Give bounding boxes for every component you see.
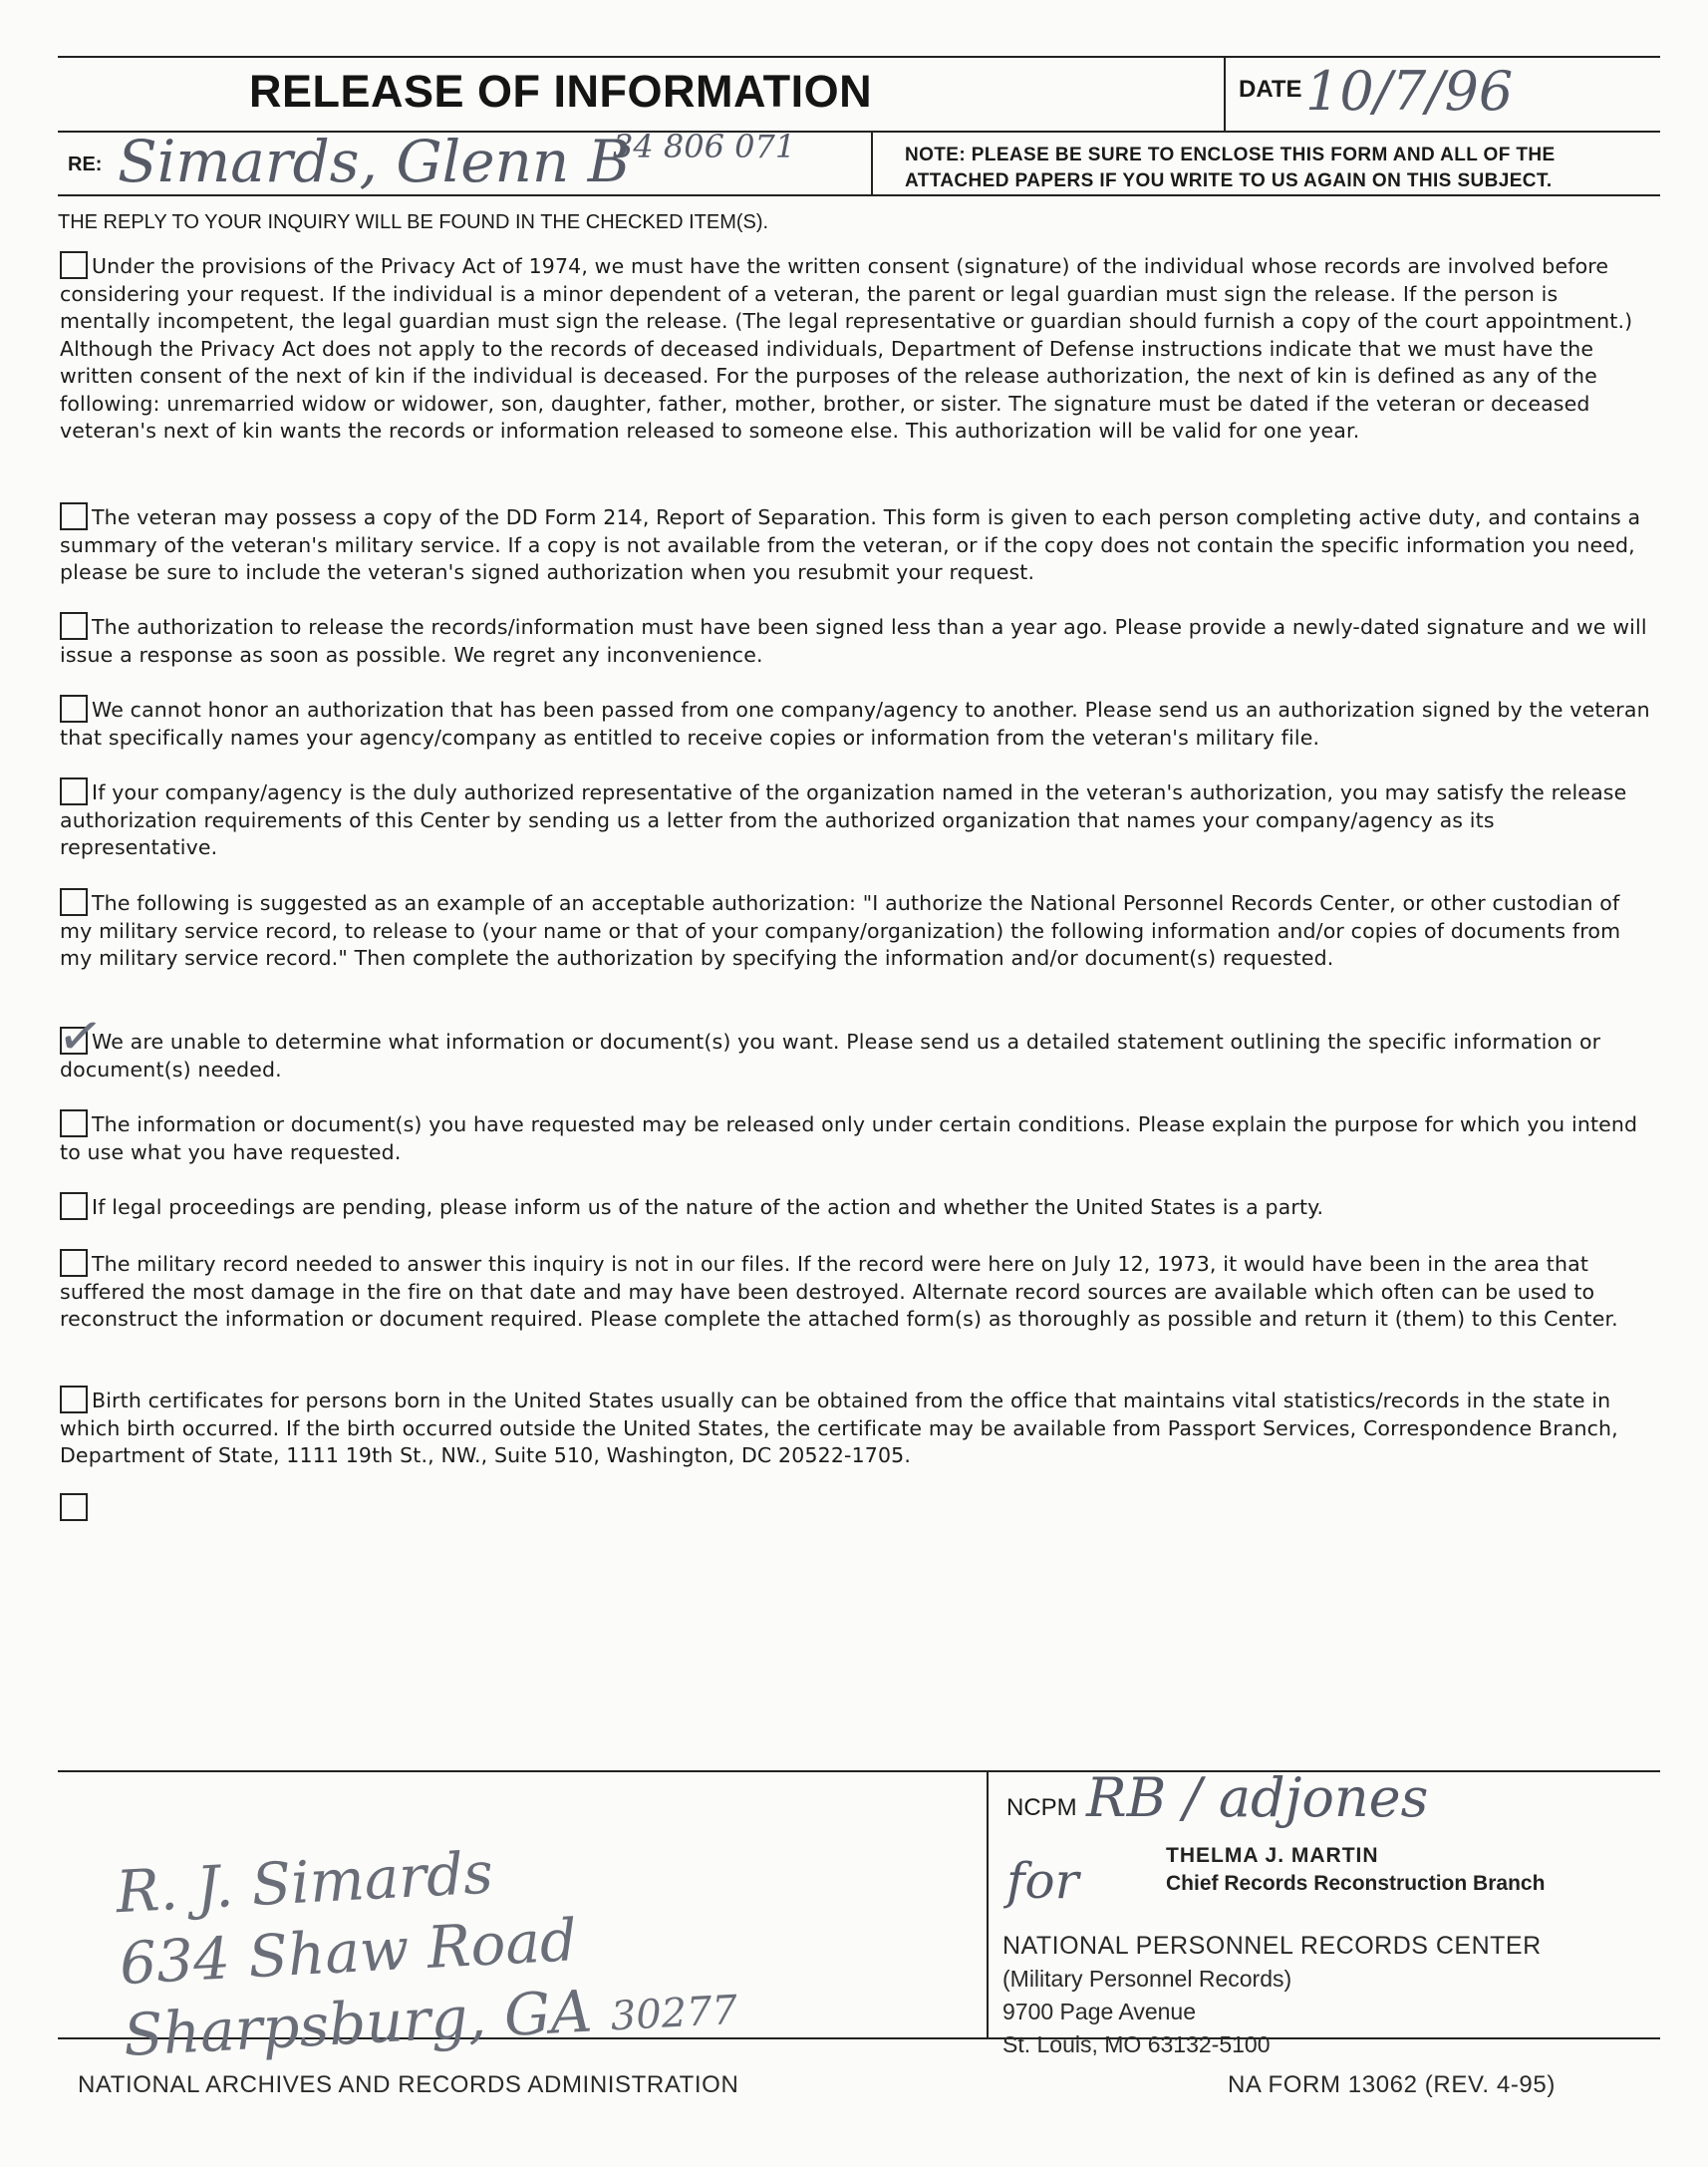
date-label: DATE (1239, 76, 1302, 103)
item-checkbox[interactable] (60, 888, 88, 916)
item-checkbox[interactable] (60, 612, 88, 640)
return-address (115, 1824, 739, 2078)
note-divider (871, 133, 873, 194)
signature-divider (987, 1770, 989, 2037)
for-signature: for (1006, 1852, 1079, 1910)
center-address (1002, 1930, 1542, 2061)
item-checkbox[interactable] (60, 1493, 88, 1521)
stamp-title: Chief Records Reconstruction Branch (1166, 1872, 1546, 1895)
item-text: We cannot honor an authorization that has been passed from one company/agency to another. Please send us an authorization signed by the veteran that specifically names your agency/company as entitled to receive copies or information from the veteran's military file. (60, 698, 1650, 750)
official-stamp (1166, 1842, 1545, 1898)
item-checkbox[interactable] (60, 1249, 88, 1277)
item-dd214 (60, 502, 1654, 587)
return-address-city: Sharpsburg, GA (122, 1977, 594, 2069)
item-birth-certificates (60, 1386, 1654, 1470)
date-divider (1224, 58, 1226, 132)
form-title: RELEASE OF INFORMATION (249, 66, 873, 117)
item-text: The veteran may possess a copy of the DD Form 214, Report of Separation. This form is given to each person completing active duty, and contains a summary of the veteran's military service. If a copy is not available from the veteran, or if the copy does not contain the specific information you need, please be sure to include the veteran's signed authorization when you resubmit your request. (60, 505, 1641, 584)
item-authorization-expired (60, 612, 1654, 669)
note-text: NOTE: PLEASE BE SURE TO ENCLOSE THIS FORM AND ALL OF THE ATTACHED PAPERS IF YOU WRITE TO US AGAIN ON THIS SUBJECT. (905, 145, 1556, 191)
item-text: The authorization to release the records/information must have been signed less than a year ago. Please provide a newly-dated signature and we will issue a response as soon as possible. We regret any inconvenience. (60, 615, 1647, 667)
item-representative (60, 777, 1654, 862)
top-rule (58, 56, 1660, 58)
item-checkbox[interactable] (60, 695, 88, 723)
center-name: NATIONAL PERSONNEL RECORDS CENTER (1002, 1932, 1542, 1960)
item-text: Birth certificates for persons born in the United States usually can be obtained from the office that maintains vital statistics/records in the state in which birth occurred. If the birth occurred outside the United States, the certificate may be available from Passport Services, Correspondence Branch, Department of State, 1111 19th St., NW., Suite 510, Washington, DC 20522-1705. (60, 1389, 1618, 1467)
footer-form-id: NA FORM 13062 (REV. 4-95) (1228, 2071, 1556, 2098)
item-checkbox[interactable] (60, 777, 88, 805)
center-sub: (Military Personnel Records) (1002, 1966, 1292, 1992)
item-text: If legal proceedings are pending, please inform us of the nature of the action and whether the United States is a party. (92, 1195, 1324, 1219)
footer-agency: NATIONAL ARCHIVES AND RECORDS ADMINISTRATION (78, 2071, 739, 2098)
re-label: RE: (68, 154, 103, 175)
item-text: Under the provisions of the Privacy Act of 1974, we must have the written consent (signature) of the individual whose records are involved before considering your request. If the individual is a minor dependent of a veteran, the parent or legal guardian must sign the release. If the person is mentally incompetent, the legal guardian must sign the release. (The legal representative or guardian should furnish a copy of the court appointment.) Although the Privacy Act does not apply to the records of deceased individuals, Department of Defense instructions indicate that we must have the written consent of the next of kin if the individual is deceased. For the purposes of the release authorization, the next of kin is defined as any of the following: unremarried widow or widower, son, daughter, father, mother, brother, or sister. The signature must be dated if the veteran or deceased veteran's next of kin wants the records or information released to someone else. This authorization will be valid for one year. (60, 254, 1633, 443)
date-value: 10/7/96 (1305, 60, 1514, 123)
ncpm-initials: RB / adjones (1086, 1766, 1429, 1829)
item-unable-to-determine (60, 1027, 1654, 1084)
item-legal-proceedings (60, 1192, 1654, 1222)
item-blank (60, 1493, 1654, 1523)
return-address-zip: 30277 (609, 1987, 739, 2040)
re-service-number: 34 806 071 (613, 128, 796, 165)
reply-intro: THE REPLY TO YOUR INQUIRY WILL BE FOUND IN THE CHECKED ITEM(S). (58, 211, 769, 233)
center-city: St. Louis, MO 63132-5100 (1002, 2031, 1271, 2057)
item-text: If your company/agency is the duly authorized representative of the organization named in the veteran's authorization, you may satisfy the release authorization requirements of this Center by sending us a letter from the authorized organization that names your company/agency as its representative. (60, 780, 1627, 859)
item-text: We are unable to determine what information or document(s) you want. Please send us a detailed statement outlining the specific information or document(s) needed. (60, 1030, 1601, 1082)
item-privacy-act (60, 251, 1654, 446)
item-passed-authorization (60, 695, 1654, 752)
stamp-name: THELMA J. MARTIN (1166, 1844, 1379, 1867)
return-address-line2: 634 Shaw Road (118, 1906, 579, 1999)
item-checkbox[interactable] (60, 251, 88, 279)
item-fire-record (60, 1249, 1654, 1334)
item-checkbox[interactable] (60, 1109, 88, 1137)
return-address-line1: R. J. Simards (114, 1838, 495, 1927)
item-example-authorization (60, 888, 1654, 973)
center-street: 9700 Page Avenue (1002, 1999, 1196, 2024)
item-text: The information or document(s) you have requested may be released only under certain conditions. Please explain the purpose for which you intend to use what you have requested. (60, 1112, 1638, 1164)
item-checkbox[interactable] (60, 502, 88, 530)
item-checkbox[interactable] (60, 1386, 88, 1413)
ncpm-label: NCPM (1006, 1794, 1077, 1821)
item-checkbox[interactable] (60, 1192, 88, 1220)
check-mark-icon: ✓ (53, 1002, 108, 1071)
item-certain-conditions (60, 1109, 1654, 1166)
re-name: Simards, Glenn B (118, 128, 631, 195)
item-text: The following is suggested as an example of an acceptable authorization: "I authorize the National Personnel Records Center, or other custodian of my military service record, to release to (your name or that of your company/organization) the following information and/or copies of documents from my military service record." Then complete the authorization by specifying the information and/or document(s) requested. (60, 891, 1621, 970)
item-text: The military record needed to answer this inquiry is not in our files. If the record were here on July 12, 1973, it would have been in the area that suffered the most damage in the fire on that date and may have been destroyed. Alternate record sources are available which often can be used to reconstruct the information or document required. Please complete the attached form(s) as thoroughly as possible and return it (them) to this Center. (60, 1252, 1618, 1331)
